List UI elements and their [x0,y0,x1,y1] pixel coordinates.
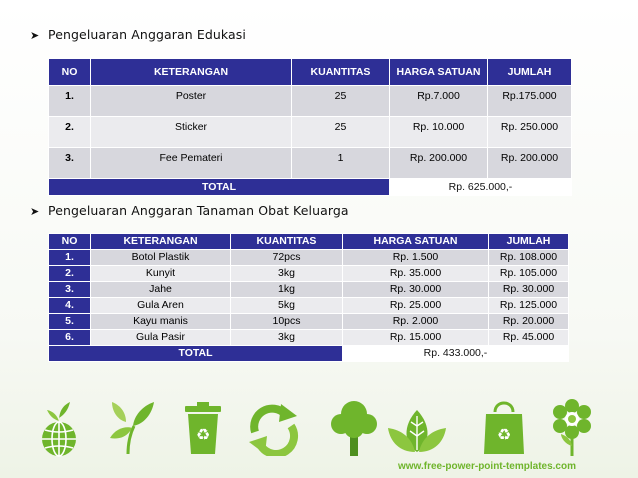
table-cell: 10pcs [231,314,343,330]
table-cell: 2. [49,117,91,148]
section1-heading-text: Pengeluaran Anggaran Edukasi [48,27,246,42]
table-cell: 1. [49,86,91,117]
table-cell: 1 [292,148,390,179]
table-cell: Rp. 108.000 [489,250,569,266]
table-cell: Rp. 35.000 [343,266,489,282]
herbal-plant-budget-table [48,233,569,362]
recycle-arrows-icon [245,402,301,456]
table-cell: Rp. 15.000 [343,330,489,346]
table-cell: Rp. 45.000 [489,330,569,346]
table-cell: 3. [49,282,91,298]
table-cell: Rp. 125.000 [489,298,569,314]
column-header: HARGA SATUAN [343,234,489,250]
total-label: TOTAL [49,179,390,196]
section1-heading [30,27,246,42]
table-row [49,330,569,346]
table-row [49,86,572,117]
table-cell: 72pcs [231,250,343,266]
table-cell: Jahe [91,282,231,298]
table-cell: Rp. 2.000 [343,314,489,330]
table-row [49,298,569,314]
recycle-bin-icon [183,402,223,454]
eco-icon-strip [0,392,638,462]
leaf-sprout-icon [104,398,156,456]
table-cell: 25 [292,117,390,148]
arrow-bullet-icon: ➤ [30,205,40,218]
table-row [49,282,569,298]
table-header-row [49,59,572,86]
table-cell: Rp.7.000 [390,86,488,117]
column-header: KETERANGAN [91,59,292,86]
table-cell: 2. [49,266,91,282]
table-cell: 5. [49,314,91,330]
footer-url[interactable]: www.free-power-point-templates.com [398,461,576,472]
table-cell: 3kg [231,330,343,346]
table-cell: Rp. 1.500 [343,250,489,266]
column-header: JUMLAH [488,59,572,86]
table-cell: Rp. 30.000 [343,282,489,298]
education-budget-table [48,58,572,196]
section2-heading-text: Pengeluaran Anggaran Tanaman Obat Keluarga [48,203,349,218]
column-header: JUMLAH [489,234,569,250]
table-cell: 1kg [231,282,343,298]
globe-sprout-icon [38,396,80,458]
column-header: KETERANGAN [91,234,231,250]
table-row [49,266,569,282]
table-cell: Botol Plastik [91,250,231,266]
table-cell: 4. [49,298,91,314]
column-header: NO [49,234,91,250]
table-cell: Rp. 20.000 [489,314,569,330]
table-cell: Kayu manis [91,314,231,330]
table-cell: Fee Pemateri [91,148,292,179]
svg-text:♻: ♻ [496,425,512,444]
table-cell: Rp. 200.000 [390,148,488,179]
table-cell: Gula Pasir [91,330,231,346]
table-cell: Gula Aren [91,298,231,314]
table-row [49,314,569,330]
recycle-bag-icon [483,396,525,456]
total-row [49,179,572,196]
table-cell: Kunyit [91,266,231,282]
table-cell: 25 [292,86,390,117]
arrow-bullet-icon: ➤ [30,29,40,42]
section2-heading [30,203,349,218]
column-header: KUANTITAS [292,59,390,86]
svg-text:♻: ♻ [195,425,211,444]
total-value: Rp. 625.000,- [390,179,572,196]
tree-icon [330,398,378,456]
table-cell: Rp.175.000 [488,86,572,117]
leaves-icon [386,408,448,454]
total-value: Rp. 433.000,- [343,346,569,362]
column-header: KUANTITAS [231,234,343,250]
total-label: TOTAL [49,346,343,362]
total-row [49,346,569,362]
table-row [49,117,572,148]
table-cell: Poster [91,86,292,117]
table-cell: 3. [49,148,91,179]
table-row [49,250,569,266]
column-header: HARGA SATUAN [390,59,488,86]
table-cell: Rp. 30.000 [489,282,569,298]
table-cell: 6. [49,330,91,346]
table-cell: Rp. 25.000 [343,298,489,314]
table-cell: 3kg [231,266,343,282]
table-cell: 5kg [231,298,343,314]
table-cell: 1. [49,250,91,266]
flower-icon [551,398,593,456]
table-header-row [49,234,569,250]
table-cell: Rp. 200.000 [488,148,572,179]
table-cell: Sticker [91,117,292,148]
table-cell: Rp. 10.000 [390,117,488,148]
table-row [49,148,572,179]
column-header: NO [49,59,91,86]
table-cell: Rp. 105.000 [489,266,569,282]
table-cell: Rp. 250.000 [488,117,572,148]
